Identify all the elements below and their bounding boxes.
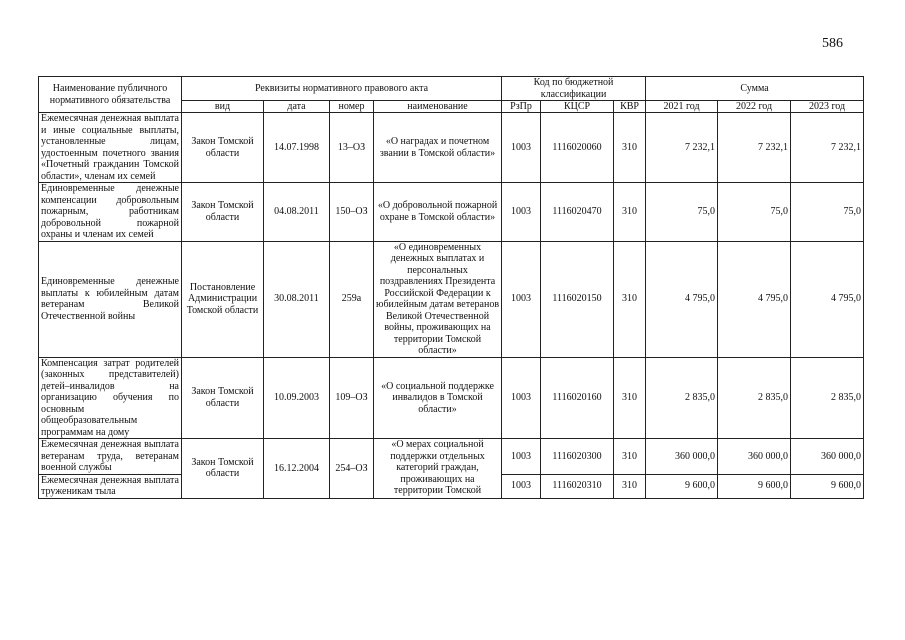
cell-2021: 7 232,1 — [646, 113, 718, 183]
cell-name: «О мерах социальной поддержки отдельных категорий граждан, проживающих на территории Томской — [374, 439, 502, 499]
cell-number: 150–ОЗ — [330, 183, 374, 242]
table-row — [39, 113, 864, 183]
cell-kvr: 310 — [614, 113, 646, 183]
cell-kcsr: 1116020470 — [541, 183, 614, 242]
header-kind: вид — [182, 101, 264, 113]
cell-2022: 2 835,0 — [718, 357, 791, 439]
cell-number: 259а — [330, 241, 374, 357]
cell-name: «О единовременных денежных выплатах и персональных поздравлениях Президента Российской Федерации к юбилейным датам ветеранов Великой Отечественной войны, проживающих на территории Томской области» — [374, 241, 502, 357]
header-budget-code: Код по бюджетной классификации — [502, 77, 646, 101]
cell-obligation: Ежемесячная денежная выплата труженикам тыла — [39, 474, 182, 498]
cell-2023: 360 000,0 — [791, 439, 864, 475]
header-2021: 2021 год — [646, 101, 718, 113]
cell-2021: 75,0 — [646, 183, 718, 242]
header-kcsr: КЦСР — [541, 101, 614, 113]
cell-number: 13–ОЗ — [330, 113, 374, 183]
cell-2023: 9 600,0 — [791, 474, 864, 498]
header-number: номер — [330, 101, 374, 113]
cell-kvr: 310 — [614, 183, 646, 242]
cell-2023: 2 835,0 — [791, 357, 864, 439]
cell-name: «О добровольной пожарной охране в Томской области» — [374, 183, 502, 242]
cell-kvr: 310 — [614, 241, 646, 357]
cell-2022: 4 795,0 — [718, 241, 791, 357]
cell-2021: 9 600,0 — [646, 474, 718, 498]
cell-obligation: Компенсация затрат родителей (законных представителей) детей–инвалидов на организацию обучения по основным общеобразовательным программам на дому — [39, 357, 182, 439]
cell-date: 14.07.1998 — [264, 113, 330, 183]
cell-name: «О наградах и почетном звании в Томской области» — [374, 113, 502, 183]
cell-rzpr: 1003 — [502, 183, 541, 242]
cell-kcsr: 1116020310 — [541, 474, 614, 498]
cell-kcsr: 1116020160 — [541, 357, 614, 439]
cell-kcsr: 1116020060 — [541, 113, 614, 183]
cell-2022: 360 000,0 — [718, 439, 791, 475]
header-2022: 2022 год — [718, 101, 791, 113]
budget-obligations-table — [38, 76, 864, 499]
cell-2021: 2 835,0 — [646, 357, 718, 439]
header-rzpr: РзПр — [502, 101, 541, 113]
cell-name: «О социальной поддержке инвалидов в Томской области» — [374, 357, 502, 439]
header-obligation: Наименование публичного нормативного обязательства — [39, 77, 182, 113]
cell-kind: Постановление Администрации Томской области — [182, 241, 264, 357]
header-kvr: КВР — [614, 101, 646, 113]
cell-rzpr: 1003 — [502, 357, 541, 439]
cell-date: 04.08.2011 — [264, 183, 330, 242]
cell-date: 16.12.2004 — [264, 439, 330, 499]
cell-kind: Закон Томской области — [182, 113, 264, 183]
cell-obligation: Единовременные денежные компенсации добровольным пожарным, работникам добровольной пожарной охраны и членам их семей — [39, 183, 182, 242]
cell-kind: Закон Томской области — [182, 439, 264, 499]
table-row — [39, 357, 864, 439]
cell-obligation: Единовременные денежные выплаты к юбилейным датам ветеранам Великой Отечественной войны — [39, 241, 182, 357]
header-date: дата — [264, 101, 330, 113]
cell-2023: 4 795,0 — [791, 241, 864, 357]
cell-2022: 75,0 — [718, 183, 791, 242]
header-requisites: Реквизиты нормативного правового акта — [182, 77, 502, 101]
table-row — [39, 183, 864, 242]
cell-kvr: 310 — [614, 439, 646, 475]
cell-kind: Закон Томской области — [182, 357, 264, 439]
cell-rzpr: 1003 — [502, 439, 541, 475]
cell-2021: 4 795,0 — [646, 241, 718, 357]
cell-kcsr: 1116020150 — [541, 241, 614, 357]
table-row — [39, 439, 864, 475]
cell-rzpr: 1003 — [502, 474, 541, 498]
cell-obligation: Ежемесячная денежная выплата и иные социальные выплаты, установленные лицам, удостоенным почетного звания «Почетный гражданин Томской области», членам их семей — [39, 113, 182, 183]
header-name: наименование — [374, 101, 502, 113]
cell-kvr: 310 — [614, 474, 646, 498]
cell-kvr: 310 — [614, 357, 646, 439]
cell-date: 30.08.2011 — [264, 241, 330, 357]
cell-2021: 360 000,0 — [646, 439, 718, 475]
cell-number: 109–ОЗ — [330, 357, 374, 439]
cell-date: 10.09.2003 — [264, 357, 330, 439]
cell-kcsr: 1116020300 — [541, 439, 614, 475]
table-row — [39, 241, 864, 357]
header-amount: Сумма — [646, 77, 864, 101]
cell-rzpr: 1003 — [502, 113, 541, 183]
cell-obligation: Ежемесячная денежная выплата ветеранам труда, ветеранам военной службы — [39, 439, 182, 475]
cell-2022: 9 600,0 — [718, 474, 791, 498]
cell-2023: 75,0 — [791, 183, 864, 242]
cell-2022: 7 232,1 — [718, 113, 791, 183]
cell-2023: 7 232,1 — [791, 113, 864, 183]
page-number: 586 — [822, 36, 843, 51]
cell-rzpr: 1003 — [502, 241, 541, 357]
cell-number: 254–ОЗ — [330, 439, 374, 499]
cell-kind: Закон Томской области — [182, 183, 264, 242]
header-2023: 2023 год — [791, 101, 864, 113]
